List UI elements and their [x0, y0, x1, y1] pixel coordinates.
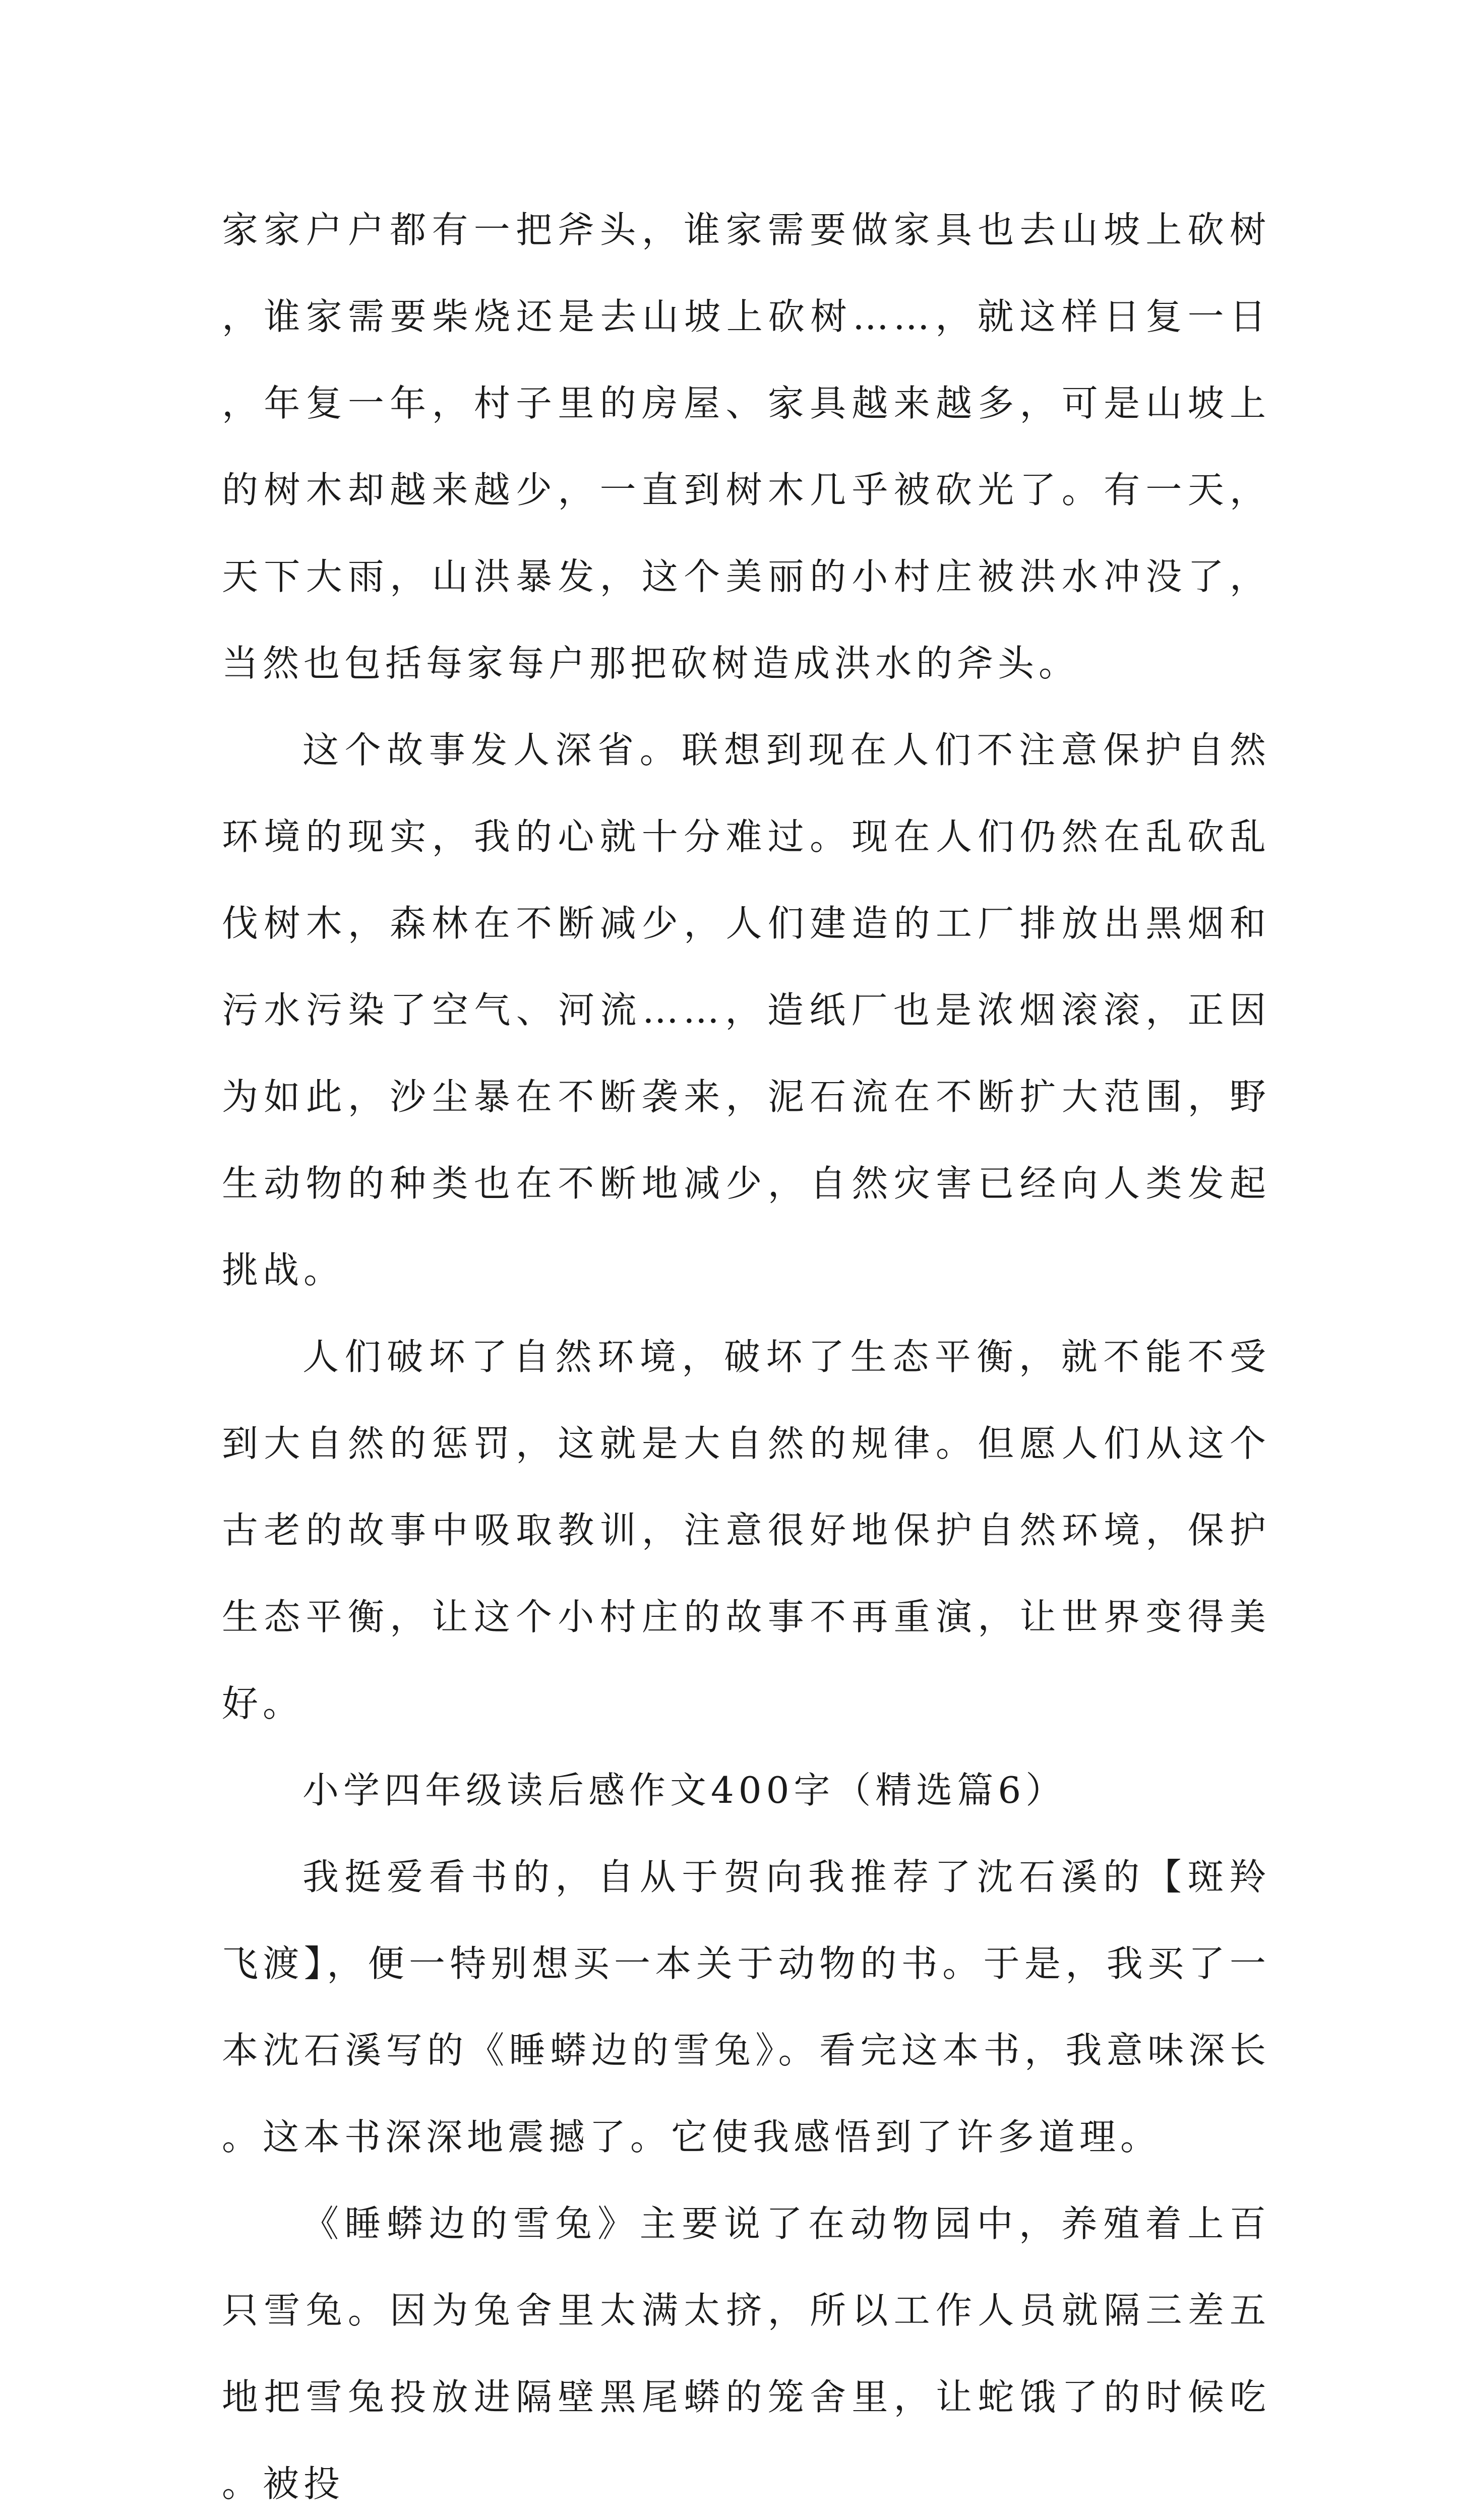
paragraph-3: 人们破坏了自然环境，破坏了生态平衡，就不能不受到大自然的惩罚，这就是大自然的规律。但愿人们从这个古老的故事中吸取教训，注意很好地保护自然环境，保护生态平衡，让这个小村庄的故事不再重演，让世界变得美好。 [222, 1336, 1270, 1725]
paragraph-5: 《睡蟒边的雪兔》主要说了在动物园中，养殖着上百只雪兔。因为兔舍里太满太挤，所以工作人员就隔三差五地把雪兔投放进隔壁黑尾蟒的笼舍里，让蛇饿了的时候吃。被投 [222, 2202, 1270, 2505]
paragraph-2: 这个故事发人深省。联想到现在人们不注意保护自然环境的现实，我的心就十分难过。现在人们仍然在乱砍乱伐树木，森林在不断减少，人们建造的工厂排放出黑烟和污水污染了空气、河流……，造纸厂也是浓烟滚滚，正因为如此，沙尘暴在不断袭来，泥石流在不断扩大范围，野生动物的种类也在不断地减少，自然灾害已经向人类发起挑战。 [222, 729, 1270, 1291]
paragraph-1: 家家户户都有一把斧头，谁家需要做家具也去山坡上砍树，谁家需要柴烧还是去山坡上砍树……，就这样日复一日，年复一年，村子里的房屋、家具越来越多，可是山坡上的树木却越来越少，一直到树木几乎被砍光了。有一天，天下大雨，山洪暴发，这个美丽的小村庄被洪水冲没了，当然也包括每家每户那把砍树造成洪水的斧头。 [222, 209, 1270, 684]
document-body [222, 186, 1270, 2520]
section-heading: 小学四年级读后感作文400字（精选篇6） [302, 1769, 1067, 1811]
paragraph-4: 我挺爱看书的，自从于贺向我推荐了沈石溪的【斑羚飞渡】，便一特别想买一本关于动物的书。于是，我买了一本沈石溪写的《睡蟒边的雪兔》。看完这本书，我意味深长。这本书深深地震撼了。它使我感悟到了许多道理。 [222, 1856, 1270, 2158]
